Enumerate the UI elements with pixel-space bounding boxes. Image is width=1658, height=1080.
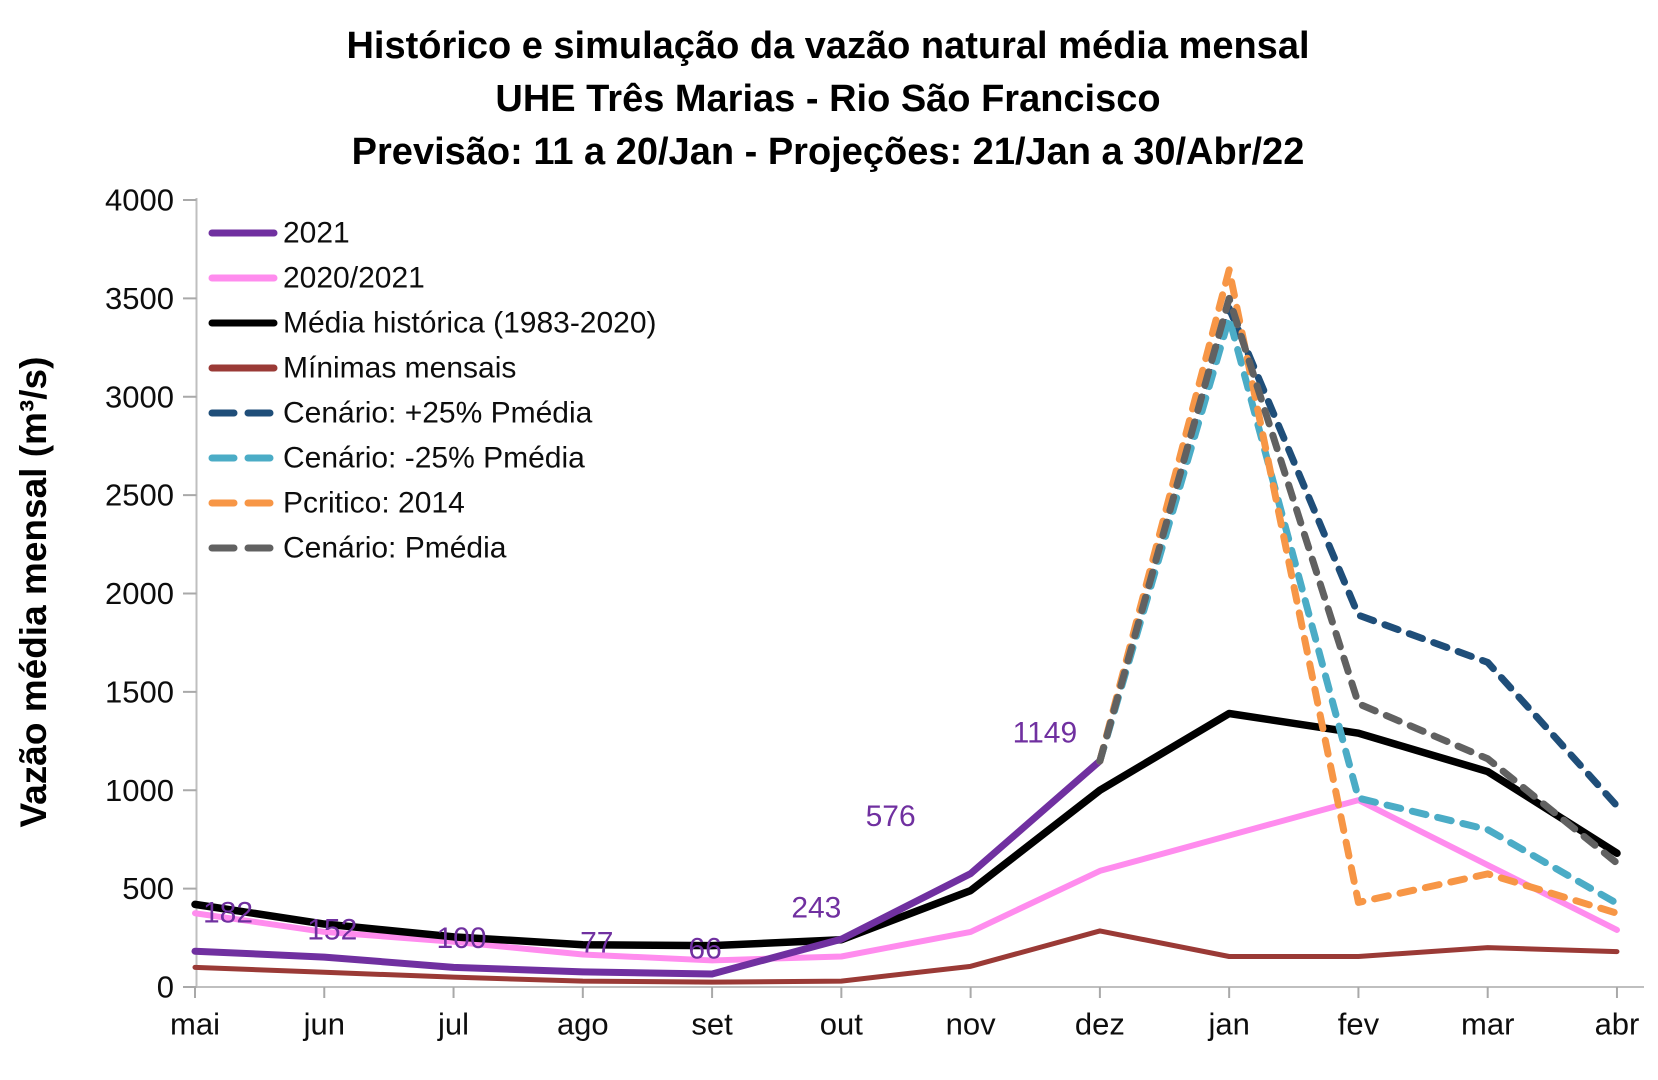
x-tick-label: jun [303, 1006, 345, 1042]
y-tick-label: 1500 [105, 674, 174, 710]
data-label: 576 [865, 800, 916, 834]
chart-title-line1: Histórico e simulação da vazão natural média mensal [346, 25, 1310, 67]
legend-label: Cenário: +25% Pmédia [283, 396, 593, 430]
legend-label: Pcritico: 2014 [283, 486, 465, 520]
legend-label: Cenário: Pmédia [283, 531, 507, 565]
chart-title-line2: UHE Três Marias - Rio São Francisco [495, 78, 1161, 120]
x-tick-label: fev [1337, 1006, 1380, 1042]
data-label: 152 [307, 913, 358, 947]
y-tick-label: 4000 [105, 182, 174, 218]
y-axis-title: Vazão média mensal (m³/s) [13, 356, 54, 828]
y-tick-label: 3000 [105, 379, 174, 415]
x-tick-label: out [819, 1006, 863, 1042]
x-tick-label: set [691, 1006, 733, 1042]
data-label: 182 [202, 896, 254, 930]
data-label: 66 [688, 932, 722, 966]
y-tick-label: 2000 [105, 576, 174, 611]
data-label: 243 [791, 891, 842, 925]
x-tick-label: mar [1461, 1006, 1515, 1042]
y-tick-label: 2500 [105, 477, 174, 513]
x-tick-label: ago [556, 1006, 609, 1042]
y-tick-label: 3500 [105, 280, 174, 316]
x-tick-label: mai [170, 1006, 220, 1042]
y-tick-label: 1000 [105, 772, 174, 808]
x-tick-label: jul [438, 1006, 470, 1042]
data-label: 1149 [1012, 716, 1078, 750]
x-tick-label: abr [1594, 1006, 1640, 1042]
chart-title-line3: Previsão: 11 a 20/Jan - Projeções: 21/Jan a 30/Abr/22 [351, 131, 1305, 173]
legend-label: Cenário: -25% Pmédia [283, 441, 585, 475]
legend-label: Média histórica (1983-2020) [283, 306, 657, 340]
legend-label: Mínimas mensais [283, 351, 517, 385]
legend-label: 2020/2021 [283, 261, 425, 295]
y-tick-label: 0 [156, 969, 174, 1005]
x-tick-label: nov [945, 1006, 996, 1042]
legend-label: 2021 [283, 216, 350, 250]
data-label: 100 [436, 921, 487, 955]
data-label: 77 [580, 926, 614, 960]
x-tick-label: dez [1074, 1006, 1125, 1042]
y-tick-label: 500 [122, 871, 174, 907]
x-tick-label: jan [1208, 1006, 1250, 1042]
